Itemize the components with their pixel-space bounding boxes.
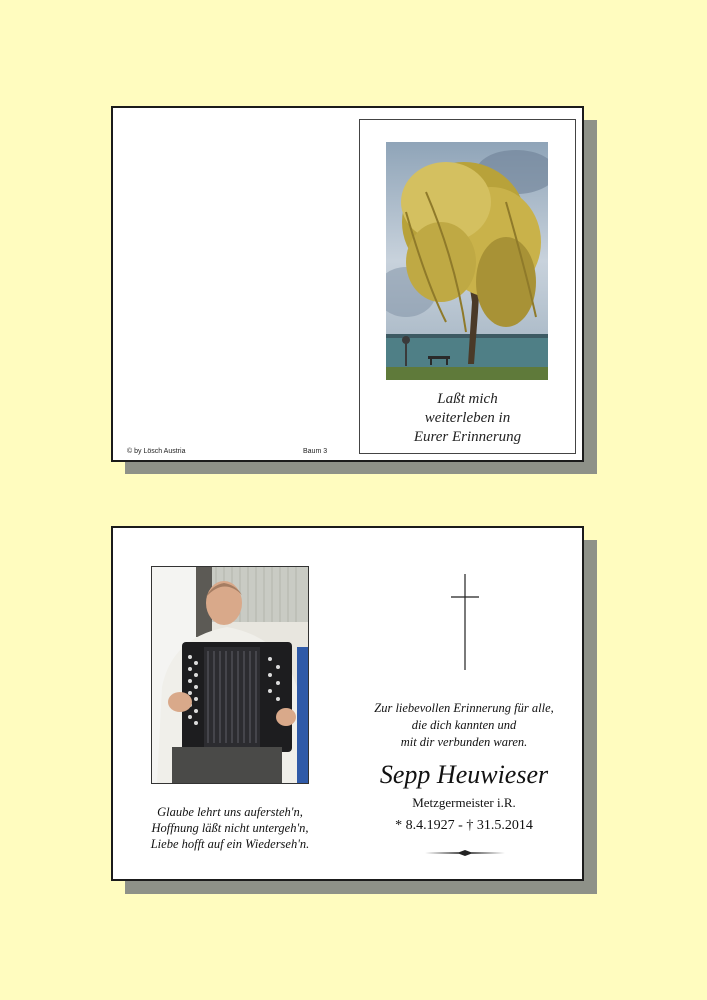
model-number: Baum 3 (303, 448, 328, 455)
dedication-line: Zur liebevollen Erinnerung für alle, (374, 701, 554, 715)
dedication-text (353, 700, 575, 751)
front-verse-line: Laßt mich (437, 391, 498, 407)
deceased-name: Sepp Heuwieser (379, 760, 549, 789)
willow-tree-photo (386, 142, 548, 380)
ornament-divider-icon (425, 844, 505, 852)
portrait-photo (151, 566, 309, 784)
copyright-text: © by Lösch Austria (127, 448, 186, 455)
inside-verse-line: Liebe hofft auf ein Wiederseh'n. (150, 837, 310, 851)
front-verse-line: weiterleben in (424, 410, 511, 426)
dedication-line: mit dir verbunden waren. (400, 735, 528, 749)
inside-verse-line: Glaube lehrt uns aufersteh'n, (157, 805, 303, 819)
deceased-profession: Metzgermeister i.R. (412, 795, 516, 810)
cross-icon (450, 574, 480, 670)
card-inside (111, 526, 584, 881)
inside-verse (127, 804, 333, 852)
dedication-line: die dich kannten und (411, 718, 517, 732)
front-verse (360, 390, 575, 447)
front-verse-line: Eurer Erinnerung (413, 429, 522, 445)
front-picture-frame (359, 119, 576, 454)
life-dates: * 8.4.1927 - † 31.5.2014 (395, 818, 533, 833)
inside-verse-line: Hoffnung läßt nicht untergeh'n, (151, 821, 309, 835)
card-front (111, 106, 584, 462)
